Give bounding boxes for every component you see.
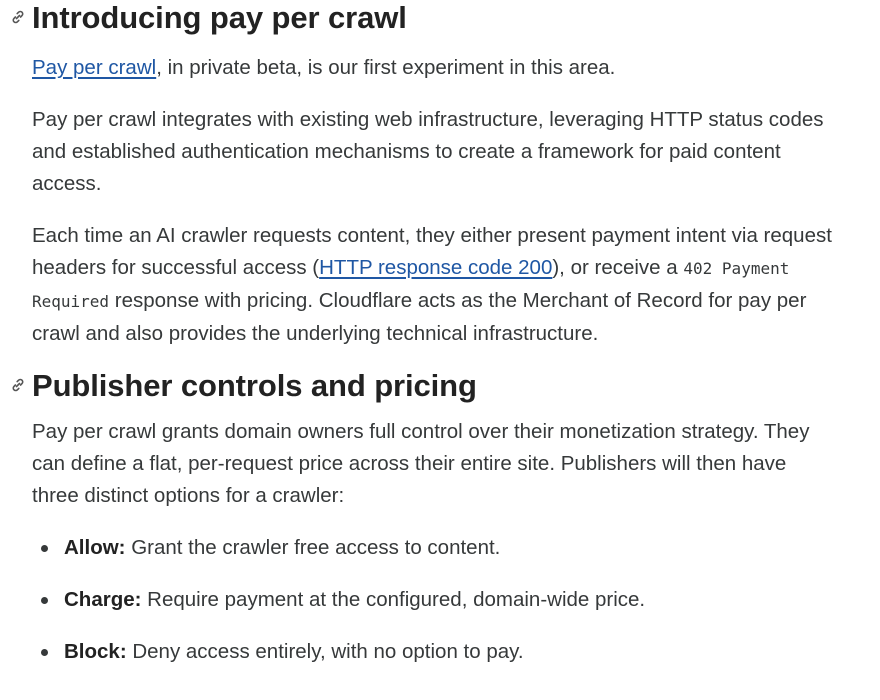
pay-per-crawl-link[interactable]: Pay per crawl xyxy=(32,56,157,79)
section-heading-text: Introducing pay per crawl xyxy=(32,0,407,35)
crawler-request-paragraph xyxy=(32,220,832,350)
option-desc: Deny access entirely, with no option to pay. xyxy=(126,640,524,663)
option-term: Allow: xyxy=(64,536,126,559)
list-item-allow xyxy=(32,532,832,564)
section-heading-publisher xyxy=(32,366,832,406)
option-desc: Require payment at the configured, domain-wide price. xyxy=(141,588,646,611)
intro-paragraph xyxy=(32,52,832,84)
integration-paragraph: Pay per crawl integrates with existing web infrastructure, leveraging HTTP status codes and established authentication mechanisms to create a framework for paid content access. xyxy=(32,108,824,195)
publisher-paragraph: Pay per crawl grants domain owners full control over their monetization strategy. They can define a flat, per-request price across their entire site. Publishers will then have three distinct options for a crawler: xyxy=(32,420,810,507)
paragraph-text: response with pricing. Cloudflare acts as the Merchant of Record for pay per crawl and also provides the underlying technical infrastructure. xyxy=(32,289,807,345)
section-heading-intro xyxy=(32,0,832,38)
inline-code-402: 402 Payment Required xyxy=(32,259,790,311)
intro-text: , in private beta, is our first experiment in this area. xyxy=(156,56,616,79)
http-200-link[interactable]: HTTP response code 200 xyxy=(319,256,553,279)
paragraph-text: Each time an AI crawler requests content, they either present payment intent via request headers for successful access ( xyxy=(32,224,832,279)
list-item-block xyxy=(32,636,832,668)
section-heading-text: Publisher controls and pricing xyxy=(32,368,477,403)
option-term: Charge: xyxy=(64,588,142,611)
option-term: Block: xyxy=(64,640,127,663)
crawler-options-list xyxy=(32,532,832,668)
paragraph-text: ), or receive a xyxy=(552,256,684,279)
list-item-charge xyxy=(32,584,832,616)
link-icon[interactable] xyxy=(10,9,26,25)
link-icon[interactable] xyxy=(10,377,26,393)
option-desc: Grant the crawler free access to content. xyxy=(125,536,501,559)
article-body xyxy=(32,0,832,668)
